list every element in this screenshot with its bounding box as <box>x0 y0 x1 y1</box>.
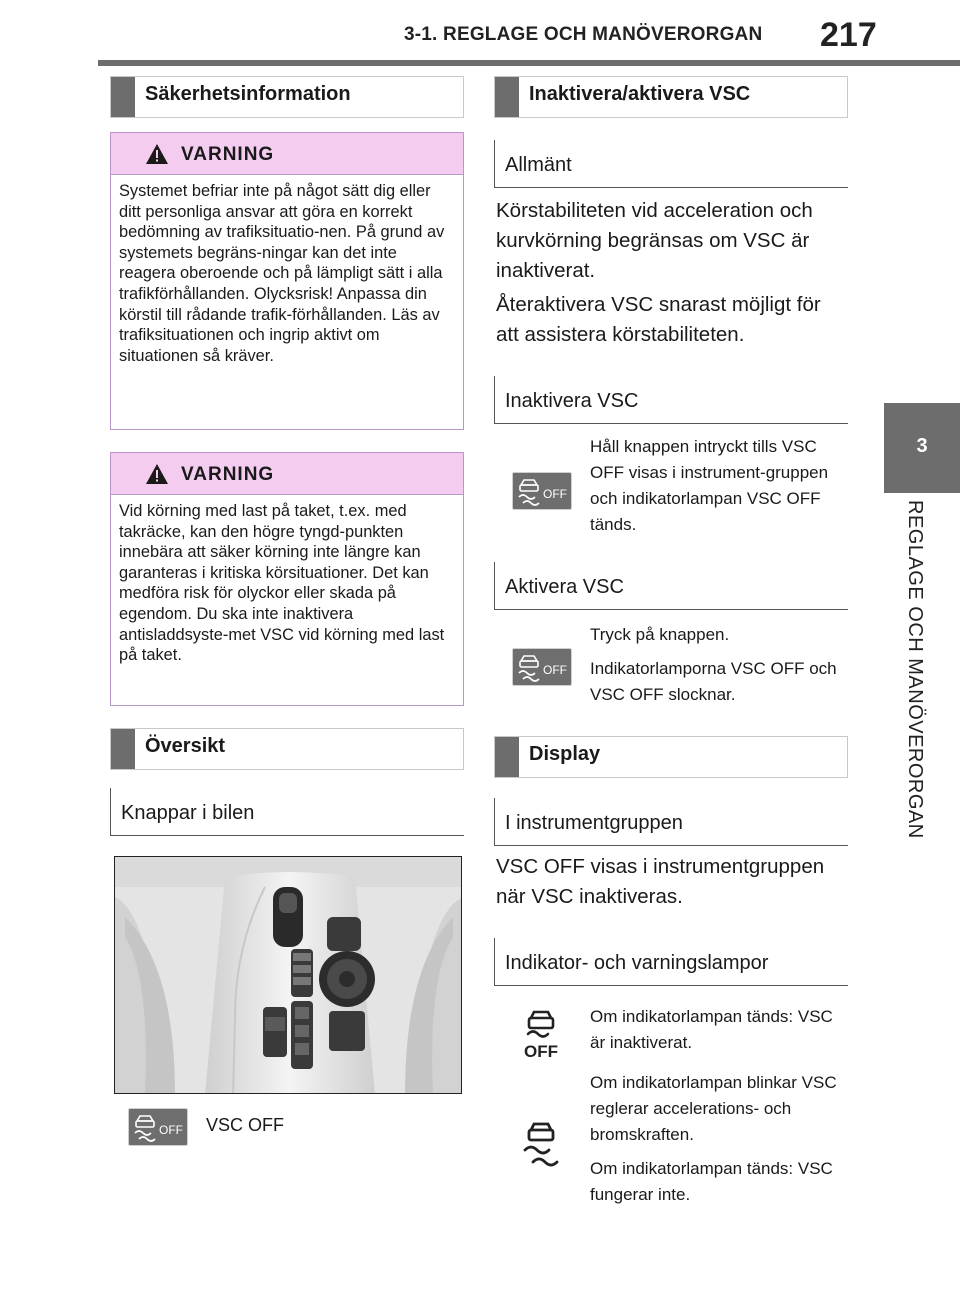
lamp-on-description: Om indikatorlampan tänds: VSC fungerar inte. <box>590 1159 833 1204</box>
general-paragraph-1: Körstabiliteten vid acceleration och kurvkörning begränsas om VSC är inaktiverat. <box>496 199 813 282</box>
center-console-illustration <box>114 856 462 1094</box>
vsc-indicator-icon <box>520 1120 562 1170</box>
warning-box-2 <box>110 452 464 706</box>
subheading-general-label: Allmänt <box>505 154 572 176</box>
warning-header <box>111 453 463 495</box>
subheading-buttons <box>110 788 464 836</box>
subheading-deactivate <box>494 376 848 424</box>
general-paragraph-2: Återaktivera VSC snarast möjligt för att assistera körstabiliteten. <box>496 293 821 346</box>
svg-text:OFF: OFF <box>543 487 567 501</box>
section-display <box>494 736 848 778</box>
svg-text:OFF: OFF <box>159 1123 183 1137</box>
warning-title: VARNING <box>181 144 275 165</box>
subheading-cluster-label: I instrumentgruppen <box>505 812 683 834</box>
section-deactivate <box>494 76 848 118</box>
section-overview-title: Översikt <box>145 735 226 757</box>
section-bar <box>111 729 135 769</box>
subheading-cluster <box>494 798 848 846</box>
section-display-title: Display <box>529 743 601 765</box>
subheading-general <box>494 140 848 188</box>
deactivate-instructions: Håll knappen intryckt tills VSC OFF visas i instrument-gruppen och indikatorlampan VSC OFF tänds. <box>590 437 829 534</box>
subheading-lamps <box>494 938 848 986</box>
subheading-activate <box>494 562 848 610</box>
center-console-image <box>115 857 462 1094</box>
warning-box-1 <box>110 132 464 430</box>
warning-triangle-icon <box>145 143 169 165</box>
subheading-deactivate-label: Inaktivera VSC <box>505 390 639 412</box>
activate-step-1: Tryck på knappen. <box>590 625 730 644</box>
section-safety <box>110 76 464 118</box>
warning-text: Systemet befriar inte på något sätt dig eller ditt personliga ansvar att göra en korrekt bedömning av trafiksituatio-nen. På grund av systemets begräns-ningar kan det inte reagera oberoende och på lämpligt sätt i alla trafikförhållanden. Olycksrisk! Anpassa din körstil till rådande trafik-förhållanden. Läs av trafiksituationen och ingrip aktivt om situationen så kräver. <box>119 182 445 365</box>
vsc-off-button-icon <box>512 648 572 686</box>
warning-header <box>111 133 463 175</box>
section-overview <box>110 728 464 770</box>
section-bar <box>111 77 135 117</box>
vsc-off-button-icon <box>128 1108 188 1146</box>
svg-text:OFF: OFF <box>524 1042 558 1060</box>
section-bar <box>495 77 519 117</box>
section-bar <box>495 737 519 777</box>
section-deactivate-title: Inaktivera/aktivera VSC <box>529 83 751 105</box>
cluster-paragraph: VSC OFF visas i instrumentgruppen när VSC inaktiveras. <box>496 855 825 908</box>
vsc-off-button-icon <box>512 472 572 510</box>
chapter-title: 3-1. REGLAGE OCH MANÖVERORGAN <box>404 24 763 45</box>
activate-step-2: Indikatorlamporna VSC OFF och VSC OFF slocknar. <box>590 659 837 704</box>
page-number: 217 <box>820 16 877 54</box>
lamp-blink-description: Om indikatorlampan blinkar VSC reglerar accelerations- och bromskraften. <box>590 1073 837 1144</box>
chapter-tab <box>884 403 960 493</box>
vsc-off-label: VSC OFF <box>206 1115 285 1135</box>
lamp-off-description: Om indikatorlampan tänds: VSC är inaktiverat. <box>590 1007 833 1052</box>
warning-text: Vid körning med last på taket, t.ex. med takräcke, kan den högre tyngd-punkten innebära att säker körning inte längre kan garanteras i kritiska körsituationer. Det kan medföra risk för olyckor eller skada på egendom. Du ska inte inaktivera antisladdsyste-met VSC vid körning med last på taket. <box>119 502 445 665</box>
subheading-buttons-label: Knappar i bilen <box>121 802 255 824</box>
section-safety-title: Säkerhetsinformation <box>145 83 351 105</box>
chapter-tab-number: 3 <box>916 435 928 457</box>
chapter-tab-label: REGLAGE OCH MANÖVERORGAN <box>904 500 926 839</box>
header-rule <box>98 60 960 66</box>
subheading-lamps-label: Indikator- och varningslampor <box>505 952 769 974</box>
warning-triangle-icon <box>145 463 169 485</box>
vsc-off-indicator-icon <box>520 1008 562 1060</box>
warning-title: VARNING <box>181 464 275 485</box>
subheading-activate-label: Aktivera VSC <box>505 576 624 598</box>
svg-text:OFF: OFF <box>543 663 567 677</box>
